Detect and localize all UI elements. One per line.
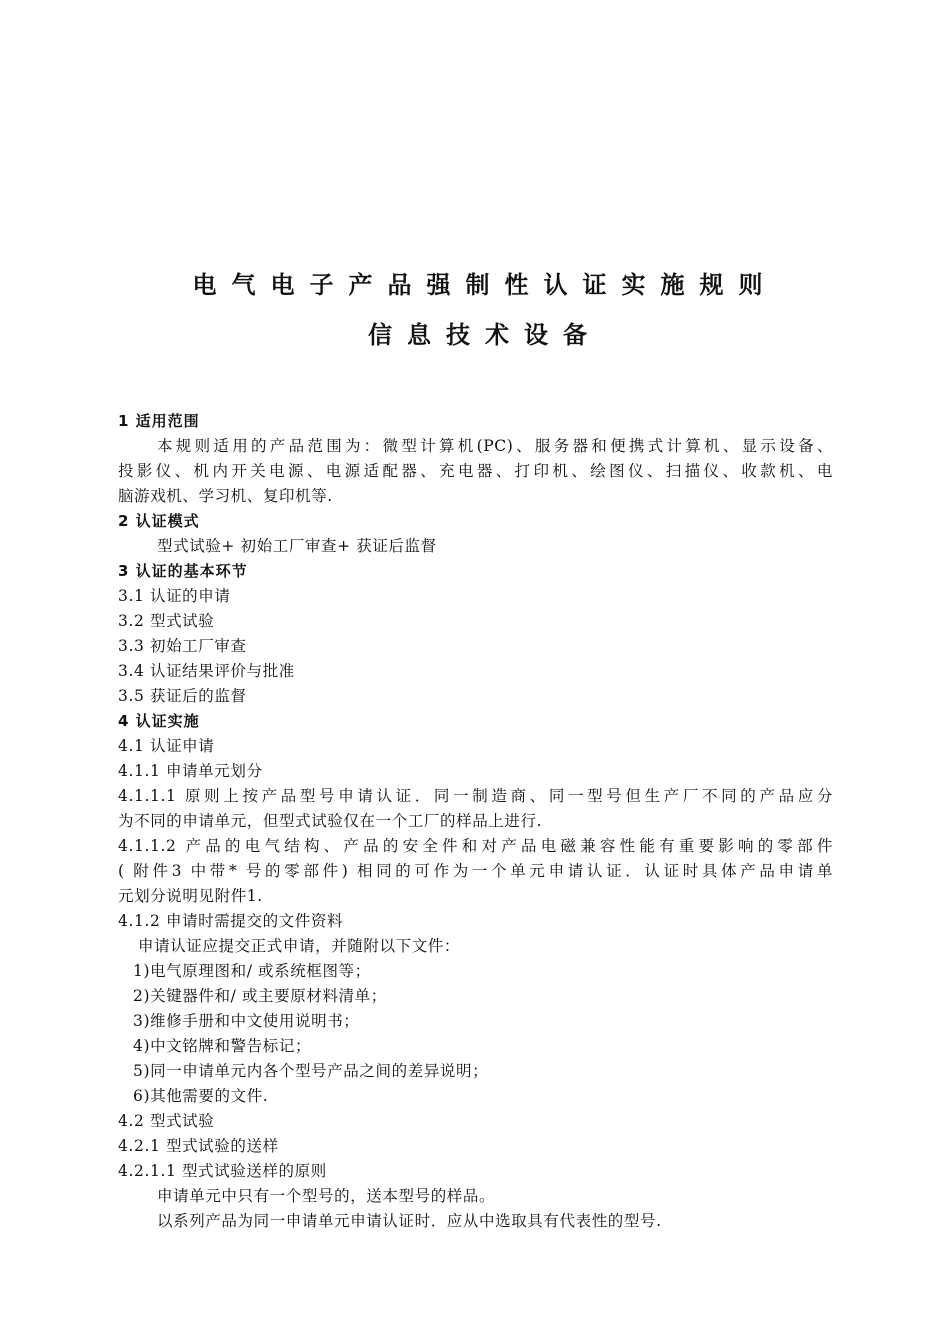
section-heading-basic-steps: 3 认证的基本环节 xyxy=(118,562,248,580)
certification-mode-text: 型式试验+ 初始工厂审查+ 获证后监督 xyxy=(157,537,437,555)
basic-step-item: 3.1 认证的申请 xyxy=(118,587,231,605)
basic-step-item: 3.3 初始工厂审查 xyxy=(118,637,247,655)
document-list-item: 2)关键器件和/ 或主要原材料清单； xyxy=(133,987,387,1005)
document-list-item: 4)中文铭牌和警告标记； xyxy=(133,1037,312,1055)
clause-line: 为不同的申请单元，但型式试验仅在一个工厂的样品上进行. xyxy=(118,812,543,830)
sampling-paragraph: 以系列产品为同一申请单元申请认证时．应从中选取具有代表性的型号. xyxy=(157,1212,662,1230)
document-list-item: 3)维修手册和中文使用说明书； xyxy=(133,1012,360,1030)
clause-line: 4.1.1.1 原则上按产品型号申请认证．同一制造商、同一型号但生产厂不同的产品应分 xyxy=(118,787,833,805)
scope-paragraph-line: 投影仪、机内开关电源、电源适配器、充电器、打印机、绘图仪、扫描仪、收款机、电 xyxy=(118,462,833,480)
basic-step-item: 3.2 型式试验 xyxy=(118,612,215,630)
clause-line: 4.1.1.2 产品的电气结构、产品的安全件和对产品电磁兼容性能有重要影响的零部件 xyxy=(118,837,833,855)
clause-line: ( 附件3 中带* 号的零部件) 相同的可作为一个单元申请认证．认证时具体产品申请单 xyxy=(118,862,833,880)
clause-line: 元划分说明见附件1. xyxy=(118,887,263,905)
scope-paragraph-line: 本规则适用的产品范围为：微型计算机(PC)、服务器和便携式计算机、显示设备、 xyxy=(157,437,833,455)
basic-step-item: 3.4 认证结果评价与批准 xyxy=(118,662,295,680)
document-list-item: 5)同一申请单元内各个型号产品之间的差异说明； xyxy=(133,1062,489,1080)
subsection-heading: 4.1 认证申请 xyxy=(118,737,215,755)
sampling-paragraph: 申请单元中只有一个型号的，送本型号的样品。 xyxy=(157,1187,496,1205)
scope-paragraph-line: 脑游戏机、学习机、复印机等. xyxy=(118,487,333,505)
section-heading-scope: 1 适用范围 xyxy=(118,412,200,430)
section-heading-certification-mode: 2 认证模式 xyxy=(118,512,200,530)
document-body xyxy=(118,409,833,1234)
subsection-heading: 4.2 型式试验 xyxy=(118,1112,215,1130)
subsection-heading: 4.1.2 申请时需提交的文件资料 xyxy=(118,912,344,930)
document-title: 电气电子产品强制性认证实施规则 xyxy=(192,271,778,299)
documents-intro: 申请认证应提交正式申请，并随附以下文件： xyxy=(138,937,461,955)
basic-step-item: 3.5 获证后的监督 xyxy=(118,687,247,705)
subsection-heading: 4.2.1.1 型式试验送样的原则 xyxy=(118,1162,327,1180)
document-list-item: 1)电气原理图和/ 或系统框图等； xyxy=(133,962,371,980)
document-list-item: 6)其他需要的文件. xyxy=(133,1087,269,1105)
subsection-heading: 4.2.1 型式试验的送样 xyxy=(118,1137,279,1155)
section-heading-implementation: 4 认证实施 xyxy=(118,712,200,730)
document-subtitle: 信息技术设备 xyxy=(368,321,602,349)
subsection-heading: 4.1.1 申请单元划分 xyxy=(118,762,263,780)
